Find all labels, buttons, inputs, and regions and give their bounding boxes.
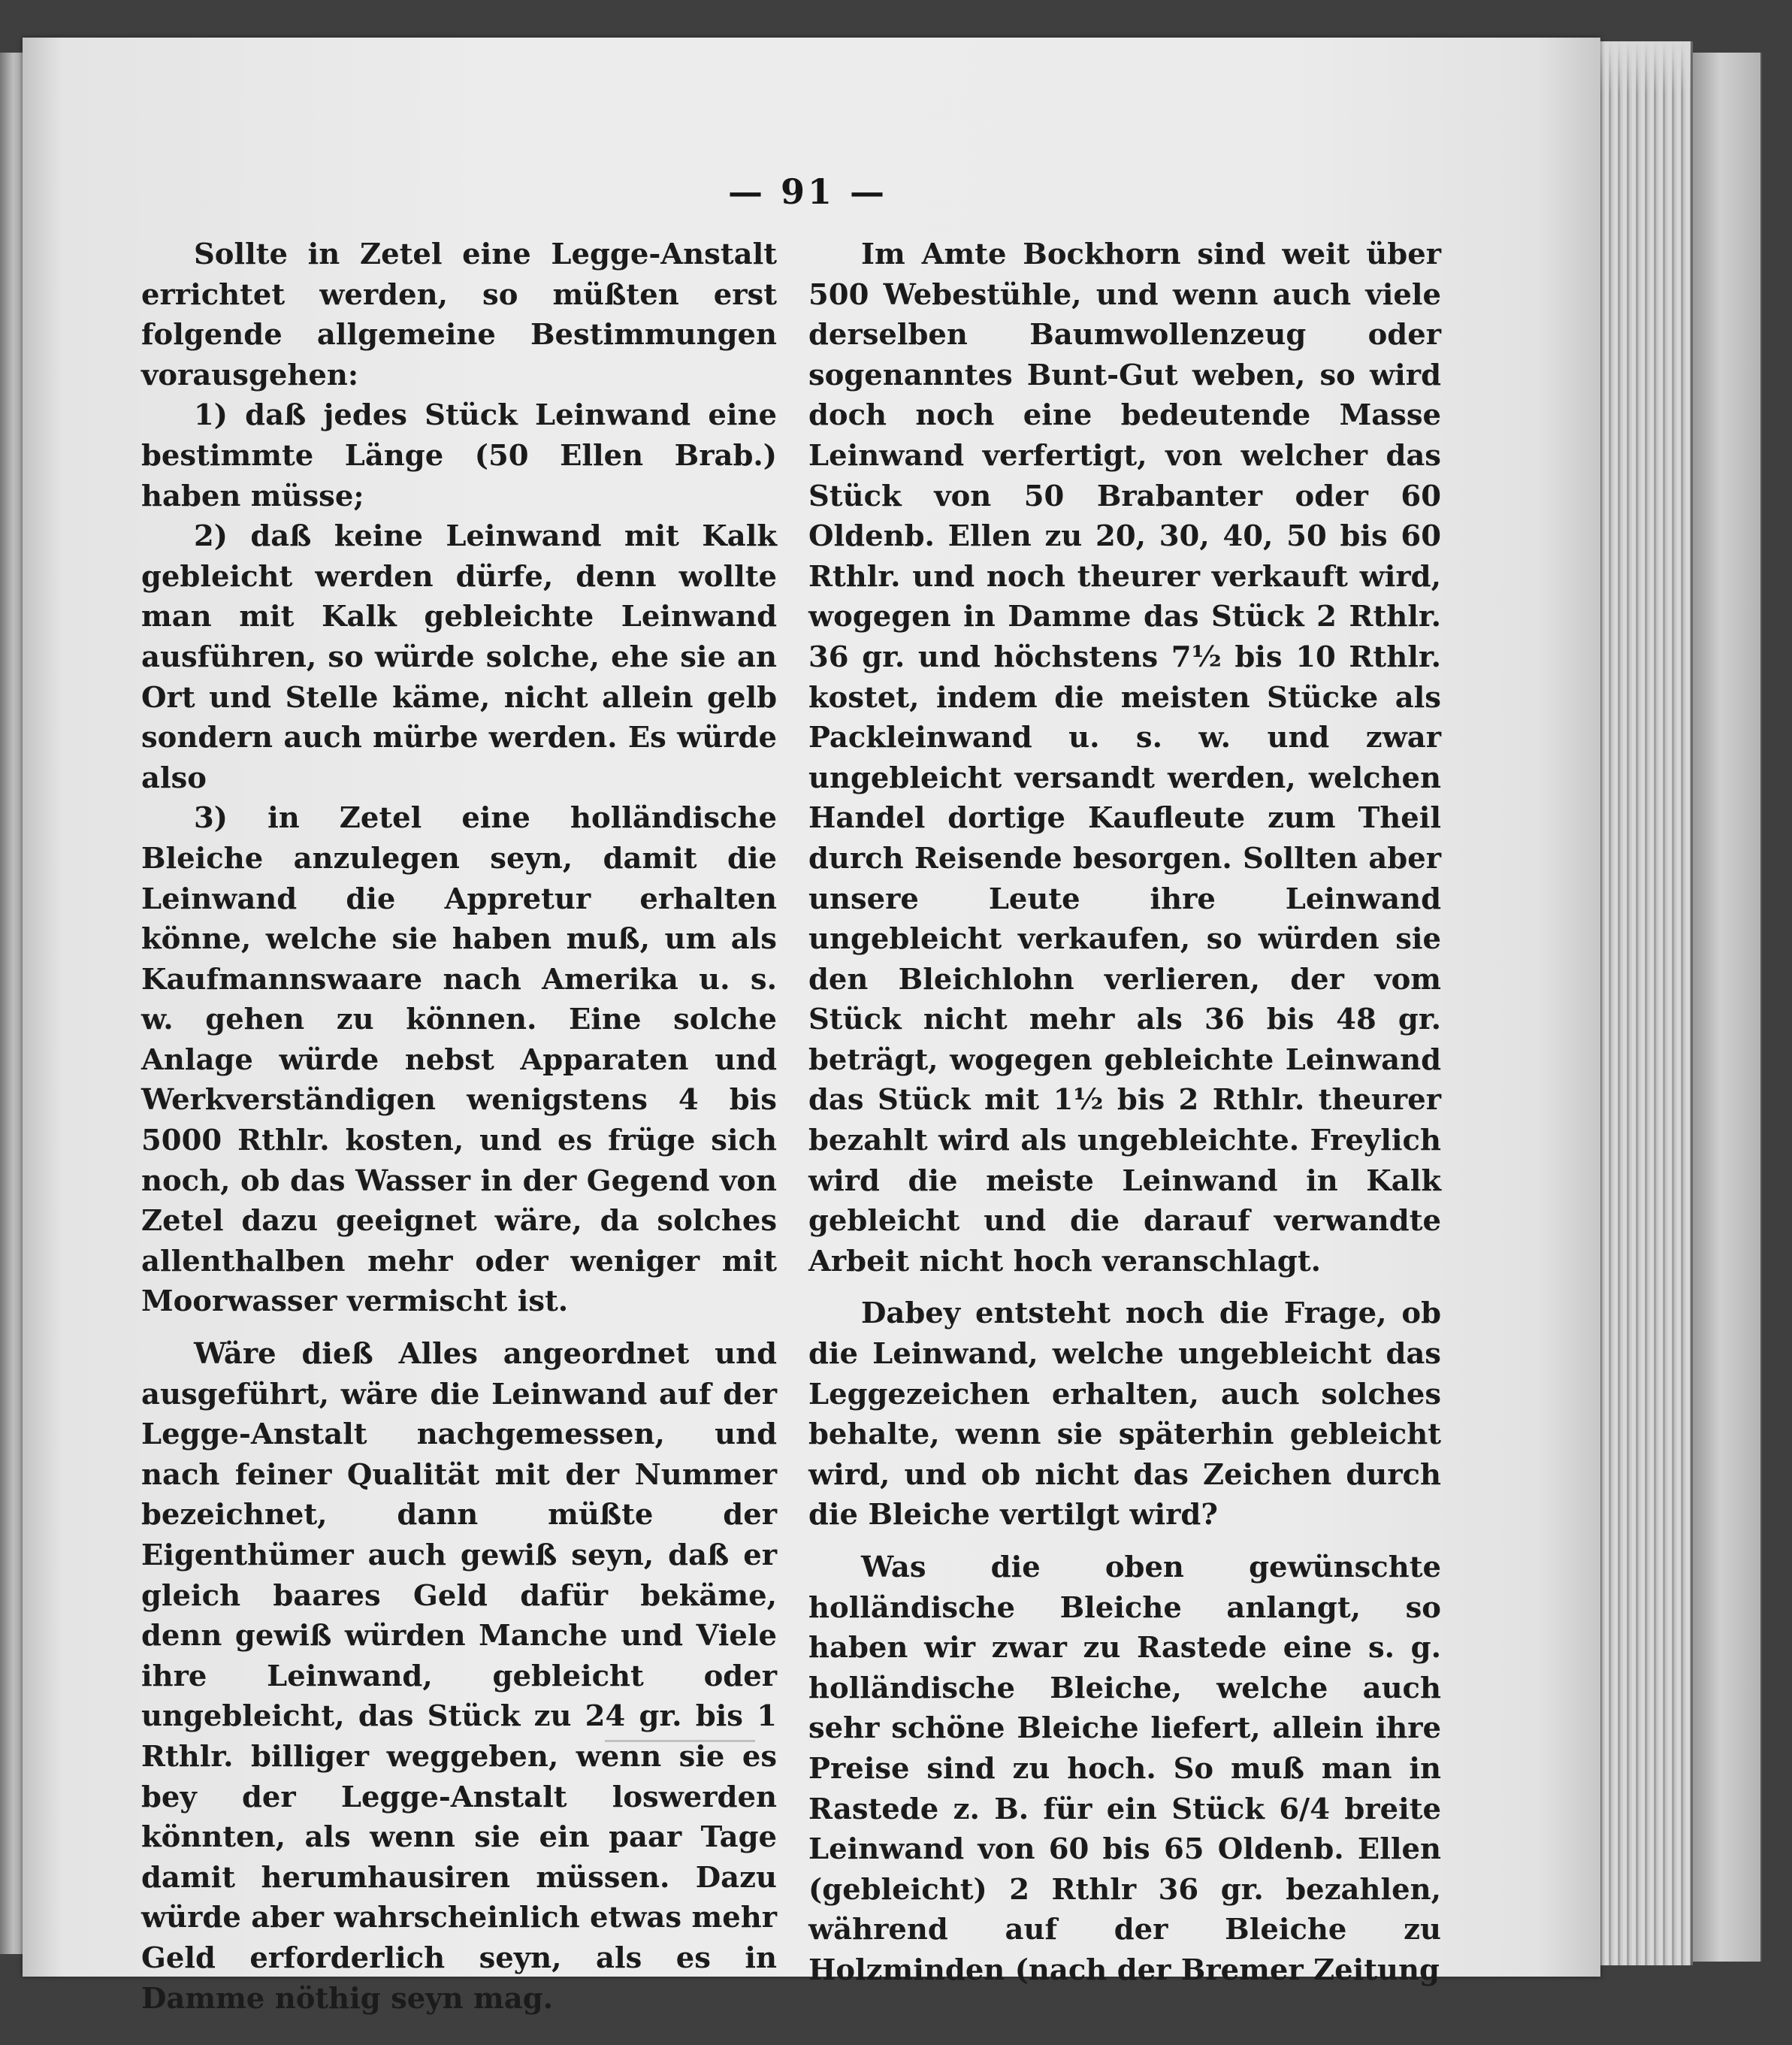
page-number: — 91 — [727,171,888,212]
list-item: 3) in Zetel eine holländische Bleiche anzulegen seyn, damit die Leinwand die Appretur erhalten könne, welche sie haben muß, um als Kaufmannswaare nach Amerika u. s. w. gehen zu können. Eine solche Anlage würde nebst Apparaten und Werkverständigen wenigstens 4 bis 5000 Rthlr. kosten, und es früge sich noch, ob das Wasser in der Gegend von Zetel dazu geeignet wäre, da solches allenthalben mehr oder weniger mit Moorwasser vermischt ist. [141,801,777,1319]
left-text-column [141,234,777,2016]
book-block-side [1693,53,1762,1962]
paragraph: Dabey entsteht noch die Frage, ob die Leinwand, welche ungebleicht das Leggezeichen erhalten, auch solches behalte, wenn sie späterhin gebleicht wird, und ob nicht das Zeichen durch die Bleiche vertilgt wird? [808,1296,1441,1532]
bleed-through-rule [605,1740,755,1742]
paragraph: Sollte in Zetel eine Legge-Anstalt errichtet werden, so müßten erst folgende allgemeine Bestimmungen vorausgehen: [141,237,777,392]
paragraph: Im Amte Bockhorn sind weit über 500 Webestühle, und wenn auch viele derselben Baumwollenzeug oder sogenanntes Bunt-Gut weben, so wird doch noch eine bedeutende Masse Leinwand verfertigt, von welcher das Stück von 50 Brabanter oder 60 Oldenb. Ellen zu 20, 30, 40, 50 bis 60 Rthlr. und noch theurer verkauft wird, wogegen in Damme das Stück 2 Rthlr. 36 gr. und höchstens 7½ bis 10 Rthlr. kostet, indem die meisten Stücke als Packleinwand u. s. w. und zwar ungebleicht versandt werden, welchen Handel dortige Kaufleute zum Theil durch Reisende besorgen. Sollten aber unsere Leute ihre Leinwand ungebleicht verkaufen, so würden sie den Bleichlohn verlieren, der vom Stück nicht mehr als 36 bis 48 gr. beträgt, wogegen gebleichte Leinwand das Stück mit 1½ bis 2 Rthlr. theurer bezahlt wird als ungebleichte. Freylich wird die meiste Leinwand in Kalk gebleicht und die darauf verwandte Arbeit nicht hoch veranschlagt. [808,237,1441,1278]
list-item: 1) daß jedes Stück Leinwand eine bestimmte Länge (50 Ellen Brab.) haben müsse; [141,398,777,513]
list-item: 2) daß keine Leinwand mit Kalk gebleicht werden dürfe, denn wollte man mit Kalk gebleichte Leinwand ausführen, so würde solche, ehe sie an Ort und Stelle käme, nicht allein gelb sondern auch mürbe werden. Es würde also [141,519,777,795]
paragraph: Was die oben gewünschte holländische Bleiche anlangt, so haben wir zwar zu Rastede eine s. g. holländische Bleiche, welche auch sehr schöne Bleiche liefert, allein ihre Preise sind zu hoch. So muß man in Rastede z. B. für ein Stück 6/4 breite Leinwand von 60 bis 65 Oldenb. Ellen (gebleicht) 2 Rthlr 36 gr. bezahlen, während auf der Bleiche zu Holzminden (nach der Bremer Zeitung [808,1550,1441,1987]
paragraph: Wäre dieß Alles angeordnet und ausgeführt, wäre die Leinwand auf der Legge-Anstalt nachgemessen, und nach feiner Qualität mit der Nummer bezeichnet, dann müßte der Eigenthümer auch gewiß seyn, daß er gleich baares Geld dafür bekäme, denn gewiß würden Manche und Viele ihre Leinwand, gebleicht oder ungebleicht, das Stück zu 24 gr. bis 1 Rthlr. billiger weggeben, wenn sie es bey der Legge-Anstalt loswerden könnten, als wenn sie ein paar Tage damit herumhausiren müssen. Dazu würde aber wahrscheinlich etwas mehr Geld erforderlich seyn, als es in Damme nöthig seyn mag. [141,1337,777,2016]
right-text-column [808,234,1441,1987]
